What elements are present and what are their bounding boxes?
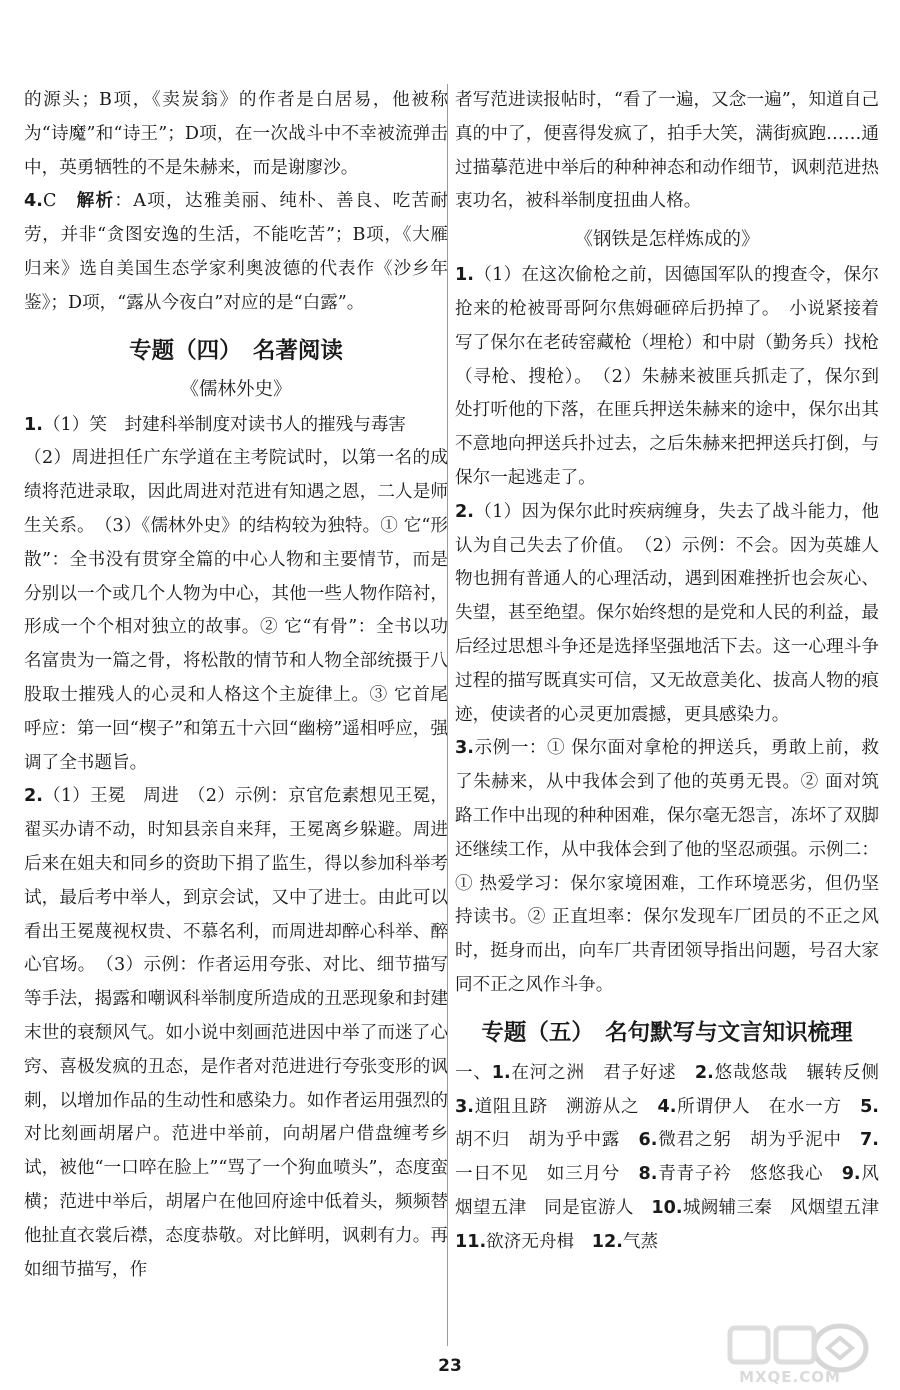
answer-text: （1）因为保尔此时疾病缠身，失去了战斗能力，他认为自己失去了价值。 （2）示例：不会。因为英雄人物也拥有普通人的心理活动，遇到困难挫折也会灰心、失望，甚至绝望。保尔始终想的是党和人民的利益，最后经过思想斗争还是选择坚强地活下去。这一心理斗争过程的描写既真实可信，又无故意美化、拔高人物的痕迹，使读者的心灵更加震撼，更具感染力。 <box>455 501 879 725</box>
item-text: 在河之洲 君子好逑 <box>510 1062 695 1083</box>
paragraph-continuation: 者写范进读报帖时，“看了一遍，又念一遍”，知道自己真的中了，便喜得发疯了，拍手大笑，满街疯跑……通过描摹范进中举后的种种神态和动作细节，讽刺范进热衷功名，被科举制度扭曲人格。 <box>455 90 879 212</box>
column-divider <box>447 84 448 1346</box>
steel-question-2 <box>455 496 879 733</box>
question-number: 1. <box>455 265 474 286</box>
item-number: 1. <box>491 1062 511 1083</box>
rulin-question-1 <box>24 409 448 443</box>
answer-text: （1）笑 封建科举制度对读书人的摧残与毒害 <box>42 414 407 435</box>
item-number: 2. <box>694 1062 714 1083</box>
answer-text: （1）在这次偷枪之前，因德国军队的搜查令，保尔抢来的枪被哥哥阿尔焦姆砸碎后扔掉了。 小说紧接着写了保尔在老砖窑藏枪（埋枪）和中尉（勤务兵）找枪（寻枪、搜枪）。 （2）朱赫来被匪兵抓走了，保尔到处打听他的下落，在匪兵押送朱赫来的途中，保尔出其不意地向押送兵扑过去，之后朱赫来把押送兵打倒，与保尔一起逃走了。 <box>455 265 879 488</box>
section-heading-topic-5: 专题（五） 名句默写与文言知识梳理 <box>481 1019 853 1046</box>
item-number: 7. <box>860 1130 879 1151</box>
book-title-rulin: 《儒林外史》 <box>180 378 292 400</box>
section-heading-topic-4: 专题（四） 名著阅读 <box>129 337 343 364</box>
item-text: 道阻且跻 溯游从之 <box>473 1096 658 1117</box>
item-number: 8. <box>638 1164 658 1185</box>
paragraph-continuation: 的源头；B项，《卖炭翁》的作者是白居易，他被称为“诗魔”和“诗王”；D项，在一次战斗中不幸被流弹击中，英勇牺牲的不是朱赫来，而是谢廖沙。 <box>24 90 448 178</box>
item-text: 风烟望五津 同是宦游人 <box>455 1164 879 1218</box>
watermark-text: MXQE.COM <box>739 1368 841 1386</box>
item-text: 欲济无舟楫 <box>486 1231 592 1252</box>
book-title-steel: 《钢铁是怎样炼成的》 <box>574 229 760 251</box>
watermark-logo <box>690 1318 890 1386</box>
question-number: 4. <box>24 191 43 212</box>
item-number: 6. <box>638 1130 658 1151</box>
answer-text: 示例一：① 保尔面对拿枪的押送兵，勇敢上前，救了朱赫来，从中我体会到了他的英勇无畏。② 面对筑路工作中出现的种种困难，保尔毫无怨言，冻坏了双脚还继续工作，从中我体会到了他的坚忍顽强。示例二：① 热爱学习：保尔家境困难，工作环境恶劣，但仍坚持读书。② 正直坦率：保尔发现车厂团员的不正之风时，挺身而出，向车厂共青团领导指出问题，号召大家同不正之风作斗争。 <box>455 738 879 995</box>
item-text: 一日不见 如三月兮 <box>455 1164 639 1185</box>
rulin-question-2 <box>24 780 448 1287</box>
question-number: 2. <box>24 786 43 807</box>
answer-text: （1）王冕 周进 （2）示例：京官危素想见王冕，翟买办请不动，时知县亲自来拜，王冕离乡躲避。周进后来在姐夫和同乡的资助下捐了监生，得以参加科举考试，最后考中举人，到京会试，又中了进士。由此可以看出王冕蔑视权贵、不慕名利，而周进却醉心科举、醉心官场。 （3）示例：作者运用夸张、对比、细节描写等手法，揭露和嘲讽科举制度所造成的丑恶现象和封建末世的衰颓风气。如小说中刻画范进因中举了而迷了心窍、喜极发疯的丑态，是作者对范进进行夸张变形的讽刺，以增加作品的生动性和感染力。如作者运用强烈的对比刻画胡屠户。范进中举前，向胡屠户借盘缠考乡试，被他“一口啐在脸上”“骂了一个狗血喷头”，态度蛮横；范进中举后，胡屠户在他回府途中低着头，频频替他扯直衣裳后襟，态度恭敬。对比鲜明，讽刺有力。再如细节描写，作 <box>24 786 448 1280</box>
question-number: 1. <box>24 414 43 435</box>
steel-question-3 <box>455 732 879 1002</box>
question-number: 3. <box>455 738 474 759</box>
right-column <box>455 84 897 1260</box>
left-column <box>24 84 448 1287</box>
question-4 <box>24 185 448 320</box>
dictation-answers <box>455 1057 897 1260</box>
question-number: 2. <box>455 501 474 522</box>
steel-question-1 <box>455 259 879 496</box>
rulin-question-1-cont: （2）周进担任广东学道在主考院试时，以第一名的成绩将范进录取，因此周进对范进有知遇之恩，二人是师生关系。 （3）《儒林外史》的结构较为独特。① 它“形散”：全书没有贯穿全篇的中心人物和主要情节，而是分别以一个或几个人物为中心，其他一些人物作陪衬，形成一个个相对独立的故事。② 它“有骨”：全书以功名富贵为一篇之骨，将松散的情节和人物全部统摄于八股取士摧残人的心灵和人格这个主旋律上。③ 它首尾呼应：第一回“楔子”和第五十六回“幽榜”遥相呼应，强调了全书题旨。 <box>24 448 448 773</box>
item-number: 12. <box>591 1231 623 1252</box>
section-marker: 一、 <box>455 1062 492 1083</box>
item-text: 悠哉悠哉 辗转反侧 <box>713 1062 897 1083</box>
item-text: 青青子衿 悠悠我心 <box>657 1164 842 1185</box>
item-number: 9. <box>841 1164 861 1185</box>
analysis-label: 解析 <box>76 191 115 212</box>
answer-choice: C <box>42 191 77 212</box>
analysis-text: ：A项，达雅美丽、纯朴、善良、吃苦耐劳，并非“贪图安逸的生活，不能吃苦”；B项，《大雁归来》选自美国生态学家利奥波德的代表作《沙乡年鉴》；D项，“露从今夜白”对应的是“白露”。 <box>24 191 448 313</box>
item-text: 微君之躬 胡为乎泥中 <box>657 1130 861 1151</box>
page-number: 23 <box>438 1356 462 1376</box>
item-text: 城阙辅三秦 风烟望五津 <box>682 1197 897 1218</box>
item-number: 4. <box>657 1096 677 1117</box>
item-number: 3. <box>455 1096 474 1117</box>
item-number: 10. <box>651 1197 683 1218</box>
item-number: 5. <box>860 1096 879 1117</box>
item-number: 11. <box>455 1231 487 1252</box>
item-text: 胡不归 胡为乎中露 <box>455 1130 639 1151</box>
item-text: 所谓伊人 在水一方 <box>676 1096 861 1117</box>
item-text: 气蒸 <box>622 1231 659 1252</box>
